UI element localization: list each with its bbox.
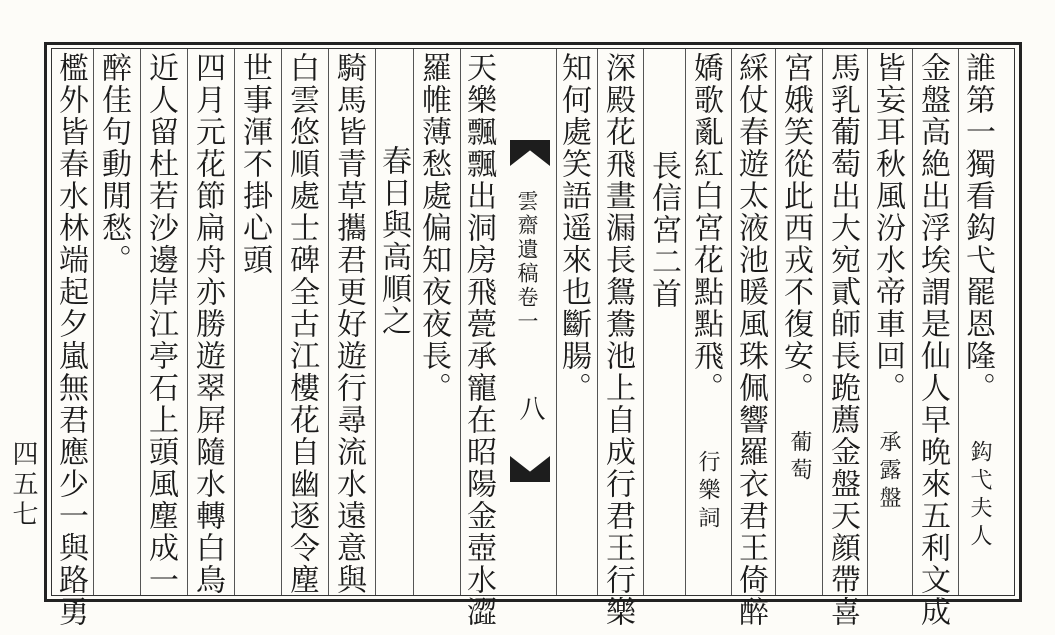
text-column: 騎馬皆青草攜君更好遊行尋流水遠意與: [331, 52, 366, 596]
text-column: 世事渾不掛心頭: [237, 52, 272, 276]
poem-title: 春日與高順之: [376, 145, 411, 337]
leaf-number: 八: [515, 395, 545, 421]
text-column: 宮娥笑從此西戎不復安。: [778, 52, 813, 404]
text-column: 醉佳句動閒愁。: [96, 52, 131, 276]
column-rule: [912, 49, 913, 595]
column-rule: [413, 49, 414, 595]
column-rule: [281, 49, 282, 595]
poem-subtitle: 行樂詞: [695, 450, 720, 534]
column-rule: [597, 49, 598, 595]
column-rule: [775, 49, 776, 595]
column-rule: [187, 49, 188, 595]
text-column: 深殿花飛晝漏長鴛鴦池上自成行君王行樂: [600, 52, 635, 628]
text-column: 馬乳葡萄出大宛貳師長跪薦金盤天顔帶喜: [825, 52, 860, 628]
column-rule: [140, 49, 141, 595]
text-column: 金盤高絶出浮埃謂是仙人早晩來五利文成: [915, 52, 950, 628]
column-rule: [867, 49, 868, 595]
column-rule: [958, 49, 959, 595]
poem-subtitle: 鈎弋夫人: [967, 440, 992, 552]
text-column: 白雲悠順處士碑全古江樓花自幽逐令塵: [284, 52, 319, 596]
column-rule: [643, 49, 644, 595]
column-rule: [685, 49, 686, 595]
column-rule: [234, 49, 235, 595]
text-column: 天樂飄飄出洞房飛甍承寵在昭陽金壺水澀: [461, 52, 496, 628]
text-column: 羅帷薄愁處偏知夜夜長。: [416, 52, 451, 404]
poem-subtitle: 葡萄: [787, 430, 812, 486]
text-column: 四月元花節扁舟亦勝遊翠屛隨水轉白鳥: [190, 52, 225, 596]
text-column: 綵仗春遊太液池暖風珠佩響羅衣君王倚醉: [733, 52, 768, 628]
text-column: 嬌歌亂紅白宮花點點飛。: [688, 52, 723, 404]
poem-subtitle: 承露盤: [876, 430, 901, 514]
text-column: 皆妄耳秋風汾水帝車回。: [870, 52, 905, 404]
text-column: 誰第一獨看鈎弋罷恩隆。: [960, 52, 995, 404]
column-rule: [93, 49, 94, 595]
text-column: 近人留杜若沙邊岸江亭石上頭風塵成一: [143, 52, 178, 596]
poem-title: 長信宮二首: [646, 150, 681, 310]
column-rule: [731, 49, 732, 595]
text-column: 知何處笑語遥來也斷腸。: [556, 52, 591, 404]
text-column: 檻外皆春水林端起夕嵐無君應少一與路勇: [53, 52, 88, 628]
page-number: 四五七: [8, 440, 38, 530]
column-rule: [328, 49, 329, 595]
column-rule: [822, 49, 823, 595]
book-title: 雲齋遺稿卷一: [515, 190, 539, 334]
